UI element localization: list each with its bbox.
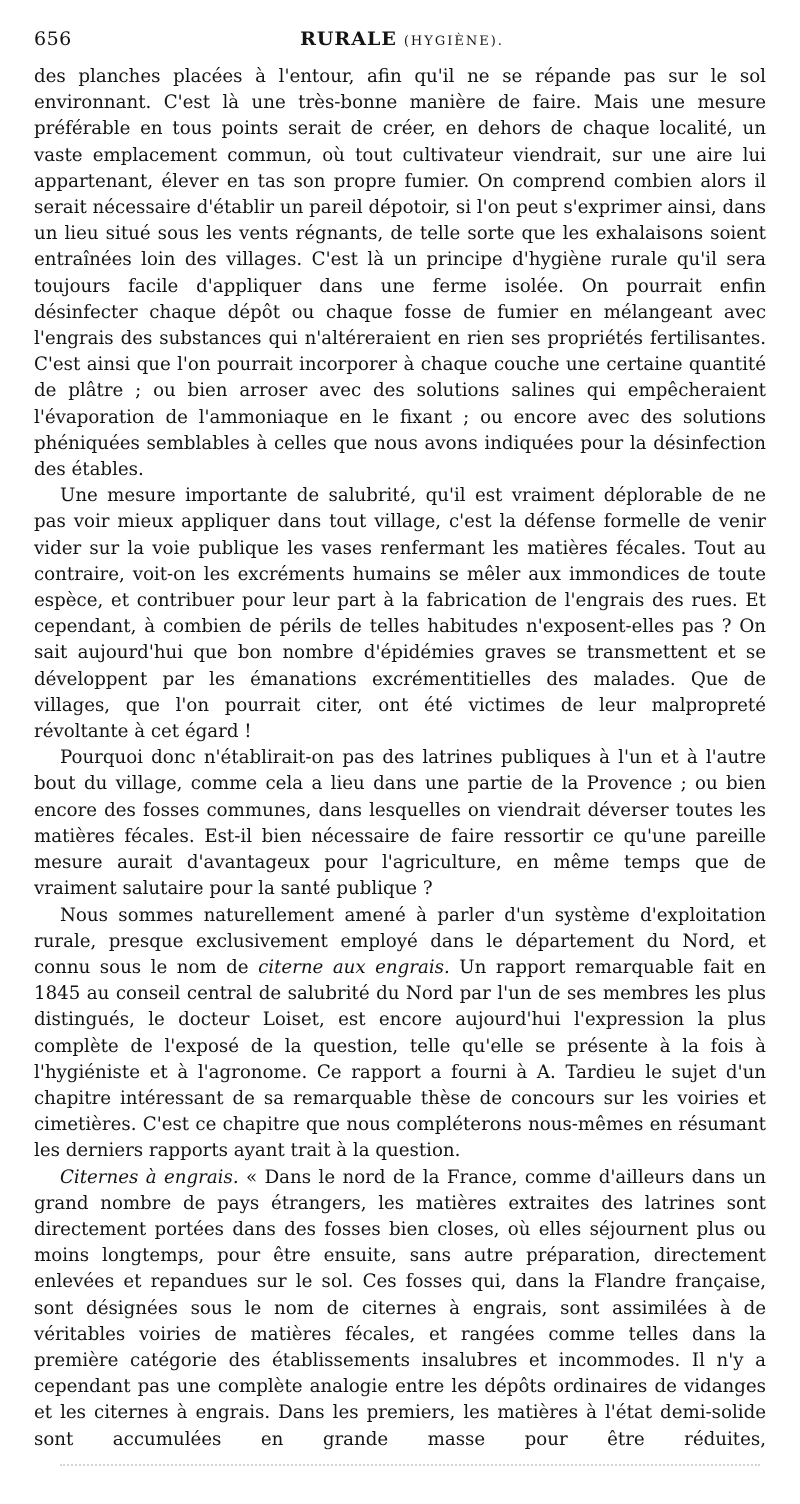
paragraph-1 (34, 64, 766, 483)
footer-scan-dots (60, 1458, 760, 1466)
paragraph-2-text: Une mesure importante de salubrité, qu'il est vraiment déplorable de ne pas voir mieux appliquer dans tout village, c'est la défense formelle de venir vider sur la voie publique les vases renfermant les matières fécales. Tout au contraire, voit-on les excréments humains se mêler aux immondices de toute espèce, et contribuer pour leur part à la fabrication de l'engrais des rues. Et cependant, à combien de périls de telles habitudes n'exposent-elles pas ? On sait aujourd'hui que bon nombre d'épidémies graves se transmettent et se développent par les émanations excrémentitielles des malades. Que de villages, que l'on pourrait citer, ont été victimes de leur malpropreté révoltante à cet égard ! (34, 485, 766, 743)
paragraph-5-text: « Dans le nord de la France, comme d'ailleurs dans un grand nombre de pays étrangers, les matières extraites des latrines sont directement portées dans des fosses bien closes, où elles séjournent plus ou moins longtemps, pour être ensuite, sans autre préparation, directement enlevées et repandues sur le sol. Ces fosses qui, dans la Flandre française, sont désignées sous le nom de citernes à engrais, sont assimilées à de véritables voiries de matières fécales, et rangées comme telles dans la première catégorie des établissements insalubres et incommodes. Il n'y a cependant pas une complète analogie entre les dépôts ordinaires de vidanges et les citernes à engrais. Dans les premiers, les matières à l'état demi-solide sont accumulées en grande masse pour être réduites, (34, 1166, 766, 1450)
page-number: 656 (34, 28, 72, 50)
paragraph-4 (34, 903, 766, 1165)
running-title (34, 28, 770, 50)
paragraph-2 (34, 483, 766, 745)
running-title-sub: (HYGIÈNE). (403, 34, 504, 49)
paragraph-5 (34, 1165, 766, 1453)
paragraph-3 (34, 745, 766, 902)
paragraph-1-text: des planches placées à l'entour, afin qu'il ne se répande pas sur le sol environnant. C'est là une très-bonne manière de faire. Mais une mesure préférable en tous points serait de créer, en dehors de chaque localité, un vaste emplacement commun, où tout cultivateur viendrait, sur une aire lui appartenant, élever en tas son propre fumier. On comprend combien alors il serait nécessaire d'établir un pareil dépotoir, si l'on peut s'exprimer ainsi, dans un lieu situé sous les vents régnants, de telle sorte que les exhalaisons soient entraînées loin des villages. C'est là un principe d'hygiène rurale qu'il sera toujours facile d'appliquer dans une ferme isolée. On pourrait enfin désinfecter chaque dépôt ou chaque fosse de fumier en mélangeant avec l'engrais des substances qui n'altéreraient en rien ses propriétés fertilisantes. C'est ainsi que l'on pourrait incorporer à chaque couche une certaine quantité de plâtre ; ou bien arroser avec des solutions salines qui empêcheraient l'évaporation de l'ammoniaque en le fixant ; ou encore avec des solutions phéniquées semblables à celles que nous avons indiquées pour la désinfection des étables. (34, 66, 766, 481)
paragraph-4-emphasis: citerne aux engrais. (258, 956, 450, 978)
paragraph-3-text: Pourquoi donc n'établirait-on pas des latrines publiques à l'un et à l'autre bout du village, comme cela a lieu dans une partie de la Provence ; ou bien encore des fosses communes, dans lesquelles on viendrait déverser toutes les matières fécales. Est-il bien nécessaire de faire ressortir ce qu'une pareille mesure aurait d'avantageux pour l'agriculture, en même temps que de vraiment salutaire pour la santé publique ? (34, 747, 766, 900)
body-text (34, 64, 766, 1453)
page-header (34, 28, 770, 58)
running-title-main: RURALE (300, 28, 397, 50)
paragraph-5-lead-emphasis: Citernes à engrais. (60, 1166, 239, 1188)
paragraph-4-text-after: Un rapport remarquable fait en 1845 au conseil central de salubrité du Nord par l'un de ses membres les plus distingués, le docteur Loiset, est encore aujourd'hui l'expression la plus complète de l'exposé de la question, telle qu'elle se présente à la fois à l'hygiéniste et à l'agronome. Ce rapport a fourni à A. Tardieu le sujet d'un chapitre intéressant de sa remarquable thèse de concours sur les voiries et cimetières. C'est ce chapitre que nous compléterons nous-mêmes en résumant les derniers rapports ayant trait à la question. (34, 956, 766, 1162)
paragraph-4-text-before: Nous sommes naturellement amené à parler d'un système d'exploitation rurale, presque exclusivement employé dans le département du Nord, et connu sous le nom de (34, 904, 766, 978)
